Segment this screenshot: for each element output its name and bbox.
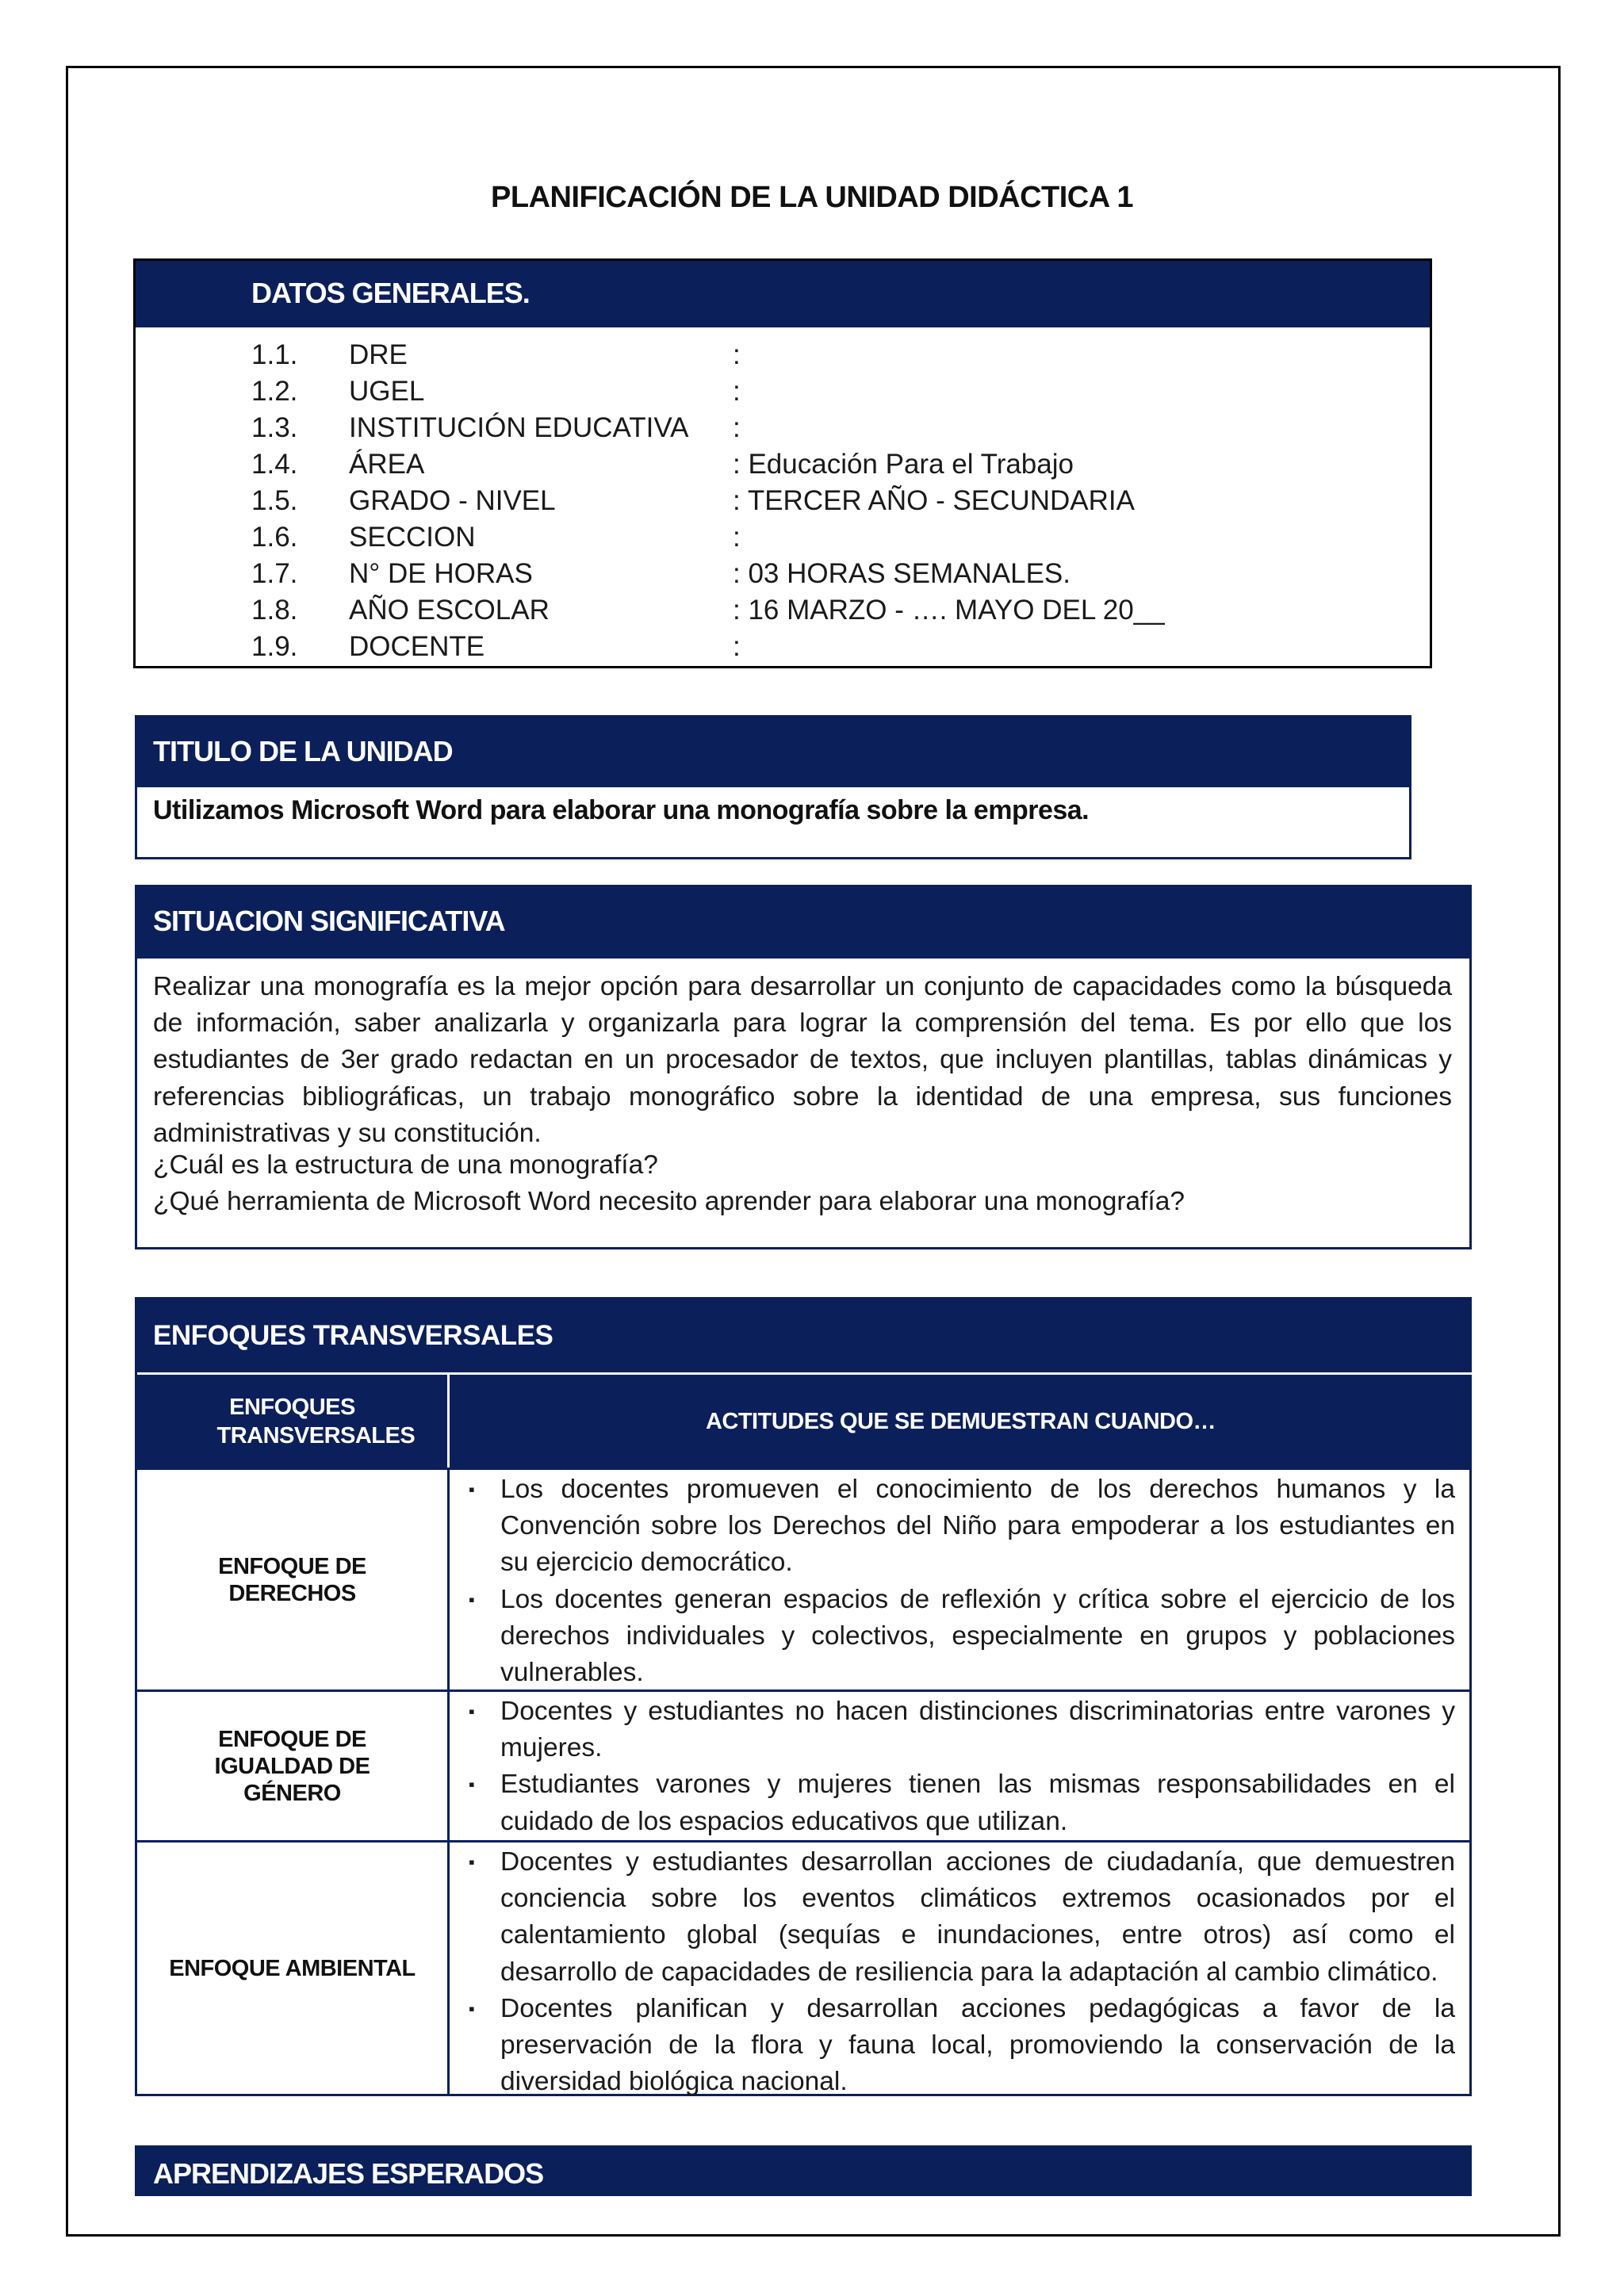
col-left-label: ENFOQUES TRANSVERSALES [216, 1394, 416, 1448]
item-value: : [733, 412, 741, 443]
list-item [136, 592, 1430, 629]
item-number: 1.7. [251, 558, 298, 589]
titulo-unidad-section [135, 715, 1411, 859]
enfoques-col-header-right [450, 1372, 1472, 1468]
list-item [450, 1766, 1469, 1839]
item-label: INSTITUCIÓN EDUCATIVA [349, 412, 689, 443]
enfoques-transversales-section [135, 1297, 1472, 2096]
row-label-cell [137, 1843, 450, 2094]
item-label: GRADO - NIVEL [349, 485, 556, 516]
document-title: PLANIFICACIÓN DE LA UNIDAD DIDÁCTICA 1 [491, 181, 1133, 214]
row-label-cell [137, 1692, 450, 1840]
list-item [136, 483, 1430, 519]
item-value: : [733, 522, 741, 553]
situacion-question-2: ¿Qué herramienta de Microsoft Word necesito aprender para elaborar una monografía? [153, 1187, 1185, 1216]
datos-generales-section [133, 258, 1432, 668]
table-row [137, 1840, 1469, 2097]
row-items [450, 1844, 1469, 2100]
titulo-unidad-heading: TITULO DE LA UNIDAD [153, 735, 453, 767]
item-number: 1.5. [251, 485, 298, 516]
aprendizajes-esperados-section [135, 2145, 1472, 2196]
item-text: Docentes y estudiantes no hacen distinciones discriminatorias entre varones y mujeres. [500, 1697, 1455, 1763]
item-value: : Educación Para el Trabajo [733, 449, 1074, 480]
item-value: : [733, 339, 741, 370]
row-label-cell [137, 1470, 450, 1689]
enfoques-heading: ENFOQUES TRANSVERSALES [153, 1320, 553, 1351]
situacion-question-1: ¿Cuál es la estructura de una monografía? [153, 1150, 658, 1180]
bullet-icon: ▪ [469, 1852, 475, 1872]
bullet-icon: ▪ [469, 1998, 475, 2019]
list-item [450, 1693, 1469, 1766]
item-value: : [733, 631, 741, 662]
enfoques-col-header-left [137, 1372, 450, 1468]
list-item [450, 1582, 1469, 1692]
bullet-icon: ▪ [469, 1701, 475, 1721]
datos-generales-header [136, 261, 1430, 327]
item-text: Los docentes promueven el conocimiento de los derechos humanos y la Convención sobre los Derechos del Niño para empoderar a los estudiantes en su ejercicio democrático. [500, 1475, 1455, 1578]
item-text: Docentes planifican y desarrollan acciones pedagógicas a favor de la preservación de la flora y fauna local, promoviendo la conservación de la diversidad biológica nacional. [500, 1993, 1455, 2097]
row-label: ENFOQUE DE DERECHOS [218, 1553, 366, 1606]
bullet-icon: ▪ [469, 1774, 475, 1795]
list-item [136, 373, 1430, 410]
list-item [450, 1471, 1469, 1582]
item-number: 1.8. [251, 595, 298, 626]
item-number: 1.2. [251, 376, 298, 407]
item-label: DOCENTE [349, 631, 485, 662]
item-value: : TERCER AÑO - SECUNDARIA [733, 485, 1135, 516]
datos-generales-list [136, 337, 1430, 665]
list-item [136, 410, 1430, 446]
bullet-icon: ▪ [469, 1479, 475, 1499]
list-item [136, 519, 1430, 556]
row-items [450, 1693, 1469, 1840]
item-number: 1.6. [251, 522, 298, 553]
titulo-unidad-text: Utilizamos Microsoft Word para elaborar una monografía sobre la empresa. [153, 795, 1090, 825]
item-number: 1.3. [251, 412, 298, 443]
item-label: SECCION [349, 522, 476, 553]
list-item [136, 446, 1430, 483]
bullet-icon: ▪ [469, 1589, 475, 1609]
list-item [136, 629, 1430, 665]
table-row [137, 1689, 1469, 1840]
situacion-significativa-section [135, 885, 1472, 1249]
item-text: Estudiantes varones y mujeres tienen las mismas responsabilidades en el cuidado de los espacios educativos que utilizan. [500, 1770, 1455, 1836]
item-label: ÁREA [349, 449, 425, 480]
col-right-label: ACTITUDES QUE SE DEMUESTRAN CUANDO… [705, 1408, 1216, 1434]
item-label: AÑO ESCOLAR [349, 595, 550, 626]
item-label: UGEL [349, 376, 425, 407]
item-value: : [733, 376, 741, 407]
list-item [450, 1844, 1469, 1991]
datos-generales-heading: DATOS GENERALES. [251, 277, 530, 309]
list-item [450, 1991, 1469, 2101]
item-label: N° DE HORAS [349, 558, 533, 589]
enfoques-header [137, 1299, 1469, 1372]
table-row [137, 1468, 1469, 1689]
list-item [136, 556, 1430, 592]
aprendizajes-heading: APRENDIZAJES ESPERADOS [153, 2157, 544, 2190]
item-label: DRE [349, 339, 408, 370]
item-value: : 03 HORAS SEMANALES. [733, 558, 1071, 589]
item-number: 1.4. [251, 449, 298, 480]
situacion-header [137, 887, 1469, 959]
row-label: ENFOQUE DE IGUALDAD DE GÉNERO [214, 1726, 370, 1806]
item-text: Docentes y estudiantes desarrollan acciones de ciudadanía, que demuestren conciencia sobre los eventos climáticos extremos ocasionados por el calentamiento global (sequías e inundaciones, entre otros) así como el desarrollo de capacidades de resiliencia para la adaptación al cambio climático. [500, 1847, 1455, 1987]
item-number: 1.9. [251, 631, 298, 662]
item-text: Los docentes generan espacios de reflexión y crítica sobre el ejercicio de los derechos individuales y colectivos, especialmente en grupos y poblaciones vulnerables. [500, 1584, 1455, 1688]
row-label: ENFOQUE AMBIENTAL [169, 1955, 416, 1981]
item-number: 1.1. [251, 339, 298, 370]
row-items [450, 1471, 1469, 1691]
titulo-unidad-header [137, 718, 1409, 787]
item-value: : 16 MARZO - …. MAYO DEL 20__ [733, 595, 1165, 626]
situacion-paragraph: Realizar una monografía es la mejor opción para desarrollar un conjunto de capacidades como la búsqueda de información, saber analizarla y organizarla para lograr la comprensión del tema. Es por ello que los estudiantes de 3er grado redactan en un procesador de textos, que incluyen plantillas, tablas dinámicas y referencias bibliográficas, un trabajo monográfico sobre la identidad de una empresa, sus funciones administrativas y su constitución. [153, 972, 1452, 1148]
list-item [136, 337, 1430, 373]
situacion-heading: SITUACION SIGNIFICATIVA [153, 905, 505, 937]
